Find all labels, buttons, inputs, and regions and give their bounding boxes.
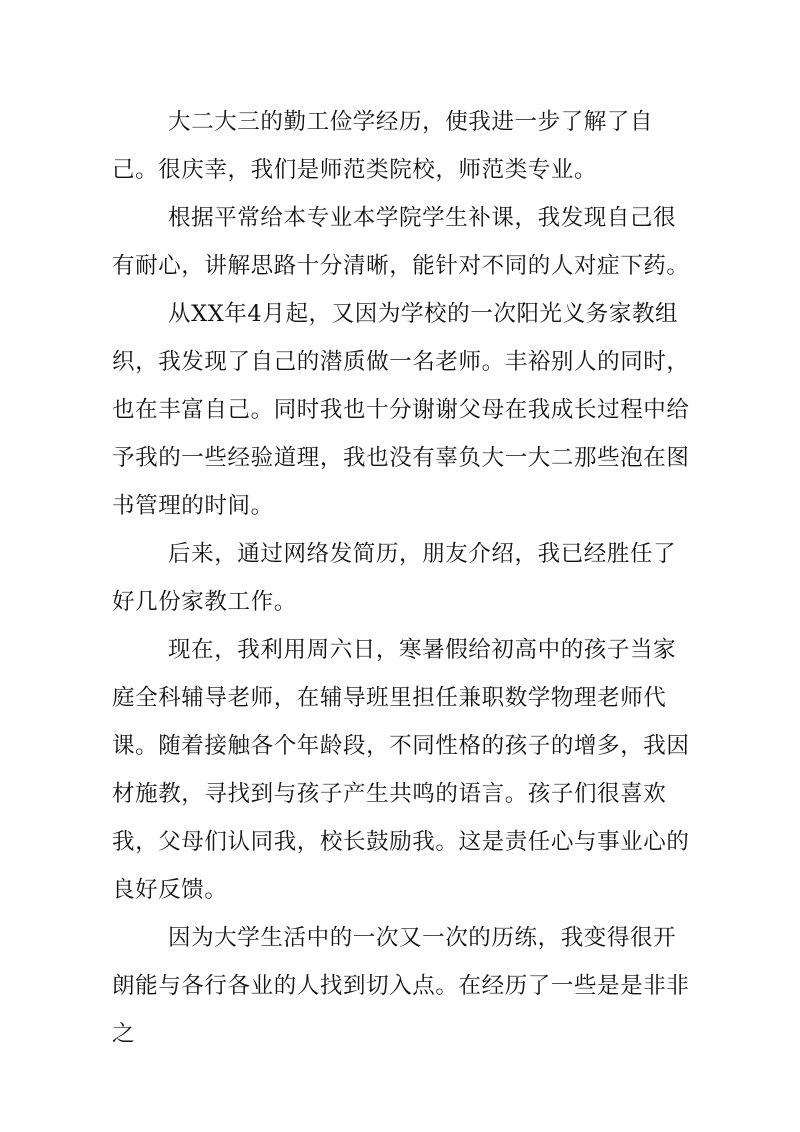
paragraph-1: 大二大三的勤工俭学经历，使我进一步了解了自己。很庆幸，我们是师范类院校，师范类专业。: [112, 109, 654, 183]
document-body: [112, 98, 698, 1058]
paragraph-3: 从XX年4月起，又因为学校的一次阳光义务家教组织，我发现了自己的潜质做一名老师。丰裕别人的同时，也在丰富自己。同时我也十分谢谢父母在我成长过程中给予我的一些经验道理，我也没有辜负大一大二那些泡在图书管理的时间。: [112, 301, 690, 519]
paragraph-5: 现在，我利用周六日，寒暑假给初高中的孩子当家庭全科辅导老师，在辅导班里担任兼职数学物理老师代课。随着接触各个年龄段，不同性格的孩子的增多，我因材施教，寻找到与孩子产生共鸣的语言。孩子们很喜欢我，父母们认同我，校长鼓励我。这是责任心与事业心的良好反馈。: [112, 637, 690, 903]
paragraph-2: 根据平常给本专业本学院学生补课，我发现自己很有耐心，讲解思路十分清晰，能针对不同的人对症下药。: [112, 205, 690, 279]
paragraph-6: 因为大学生活中的一次又一次的历练，我变得很开朗能与各行各业的人找到切入点。在经历了一些是是非非之: [112, 925, 690, 1047]
paragraph-4: 后来，通过网络发简历，朋友介绍，我已经胜任了好几份家教工作。: [112, 541, 677, 615]
